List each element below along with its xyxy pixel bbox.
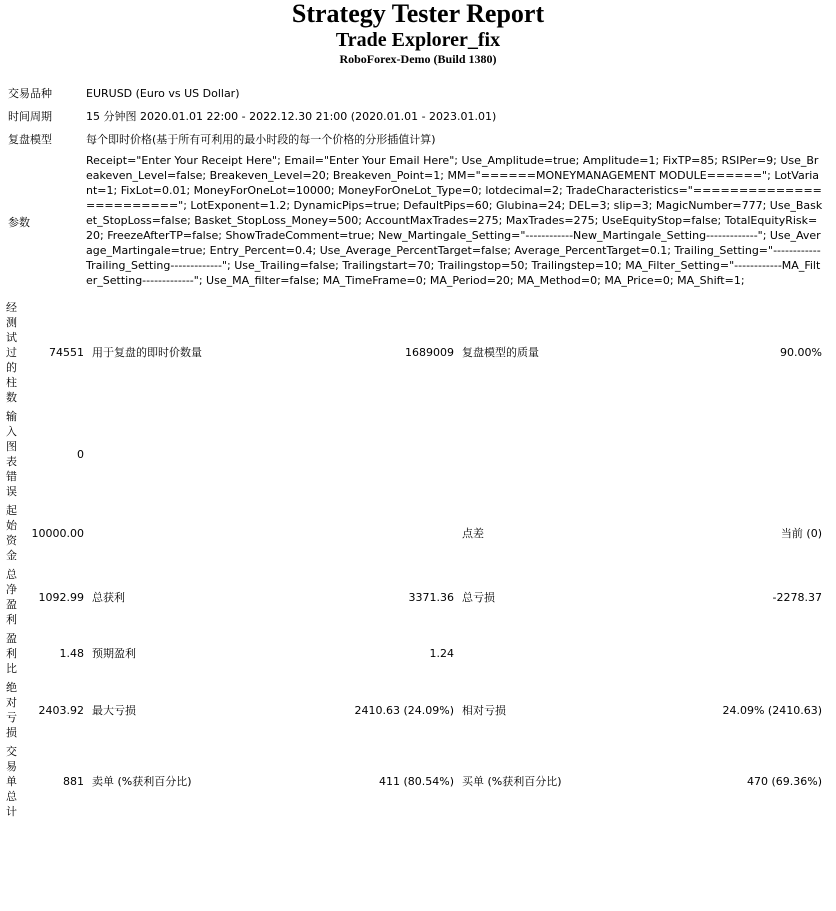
- server-info: RoboForex-Demo (Build 1380): [339, 52, 497, 66]
- report-table: [4, 82, 832, 294]
- rel-drawdown-label: 相对亏损: [462, 703, 506, 717]
- abs-drawdown-label: 绝对亏损: [6, 681, 17, 739]
- row-symbol: [4, 82, 832, 105]
- abs-drawdown-value: 2403.92: [38, 703, 84, 717]
- row-trades: [4, 742, 832, 821]
- row-drawdown: [4, 678, 832, 742]
- expert-name: Trade Explorer_fix: [335, 29, 501, 51]
- ticks-label: 用于复盘的即时价数量: [92, 346, 202, 359]
- gross-loss-label: 总亏损: [462, 590, 495, 604]
- row-errors: [4, 407, 832, 501]
- net-profit-label: 总净盈利: [6, 568, 17, 626]
- gross-loss-value: -2278.37: [772, 590, 822, 604]
- params-label: 参数: [8, 216, 30, 229]
- report-title: Strategy Tester Report: [291, 0, 545, 28]
- row-deposit: [4, 501, 832, 565]
- params-value: Receipt="Enter Your Receipt Here"; Email="Enter Your Email Here"; Use_Amplitude=true; Amplitude=1; FixTP=85; RSIPer=9; Use_Breakeven_Level=false; Breakeven_Level=20; Breakeven_Point=1; MM="======MONEYMANAGEMENT MODULE======"; LotVariant=1; FixLot=0.01; MoneyForOneLot=10000; MoneyForOneLot_Type=0; lotdecimal=2; TradeCharacteristics="========================"; LotExponent=1.2; DynamicPips=true; DefaultPips=60; Glubina=24; DEL=3; slip=3; MagicNumber=777; Use_Basket_StopLoss=false; Basket_StopLoss_Money=500; AccountMaxTrades=275; MaxTrades=275; UseEquityStop=false; TotalEquityRisk=20; FreezeAfterTP=false; ShowTradeComment=true; New_Martingale_Setting="------------New_Martingale_Setting-------------"; Use_Average_Martingale=true; Entry_Percent=0.4; Use_Average_PercentTarget=false; Average_PercentTarget=0.1; Trailing_Setting="------------Trailing_Setting-------------"; Use_Trailing=false; Trailingstart=70; Trailingstop=50; Trailingstep=10; MA_Filter_Setting="------------MA_Filter_Setting-------------"; Use_MA_filter=false; MA_TimeFrame=0; MA_Period=20; MA_Method=0; MA_Price=0; MA_Shift=1;: [86, 154, 823, 287]
- gross-profit-value: 3371.36: [408, 590, 454, 604]
- errors-label: 输入图表错误: [6, 410, 17, 498]
- stats-table: [4, 298, 832, 821]
- max-drawdown-label: 最大亏损: [92, 703, 136, 717]
- deposit-value: 10000.00: [31, 526, 84, 540]
- row-bars: [4, 298, 832, 407]
- short-value: 411 (80.54%): [378, 775, 454, 788]
- quality-value: 90.00%: [780, 346, 822, 359]
- row-params: [4, 151, 832, 294]
- row-net-profit: [4, 565, 832, 629]
- row-profit-factor: [4, 629, 832, 678]
- long-value: 470 (69.36%): [746, 775, 822, 788]
- net-profit-value: 1092.99: [38, 590, 84, 604]
- quality-label: 复盘模型的质量: [462, 346, 539, 359]
- total-trades-label: 交易单总计: [6, 745, 17, 818]
- ticks-value: 1689009: [405, 346, 454, 359]
- report-header: [0, 0, 836, 66]
- profit-factor-label: 盈利比: [6, 632, 17, 675]
- row-period: [4, 105, 832, 128]
- bars-label: 经测试过的柱数: [6, 301, 17, 404]
- model-value: 每个即时价格(基于所有可利用的最小时段的每一个价格的分形插值计算): [86, 133, 436, 146]
- bars-value: 74551: [49, 346, 84, 359]
- period-label: 时间周期: [8, 110, 52, 123]
- deposit-label: 起始资金: [6, 504, 17, 562]
- total-trades-value: 881: [63, 775, 84, 788]
- short-label: 卖单 (%获利百分比): [92, 775, 192, 788]
- max-drawdown-value: 2410.63 (24.09%): [354, 703, 454, 717]
- profit-factor-value: 1.48: [59, 647, 84, 660]
- errors-value: 0: [77, 447, 84, 461]
- spread-label: 点差: [462, 526, 484, 540]
- row-model: [4, 128, 832, 151]
- symbol-label: 交易品种: [8, 87, 52, 100]
- long-label: 买单 (%获利百分比): [462, 775, 562, 788]
- expected-payoff-value: 1.24: [429, 647, 454, 660]
- rel-drawdown-value: 24.09% (2410.63): [722, 703, 822, 717]
- gross-profit-label: 总获利: [92, 590, 125, 604]
- period-value: 15 分钟图 2020.01.01 22:00 - 2022.12.30 21:00 (2020.01.01 - 2023.01.01): [86, 110, 497, 123]
- model-label: 复盘模型: [8, 133, 52, 146]
- spread-value: 当前 (0): [780, 526, 822, 540]
- symbol-value: EURUSD (Euro vs US Dollar): [86, 87, 240, 100]
- expected-payoff-label: 预期盈利: [92, 647, 136, 660]
